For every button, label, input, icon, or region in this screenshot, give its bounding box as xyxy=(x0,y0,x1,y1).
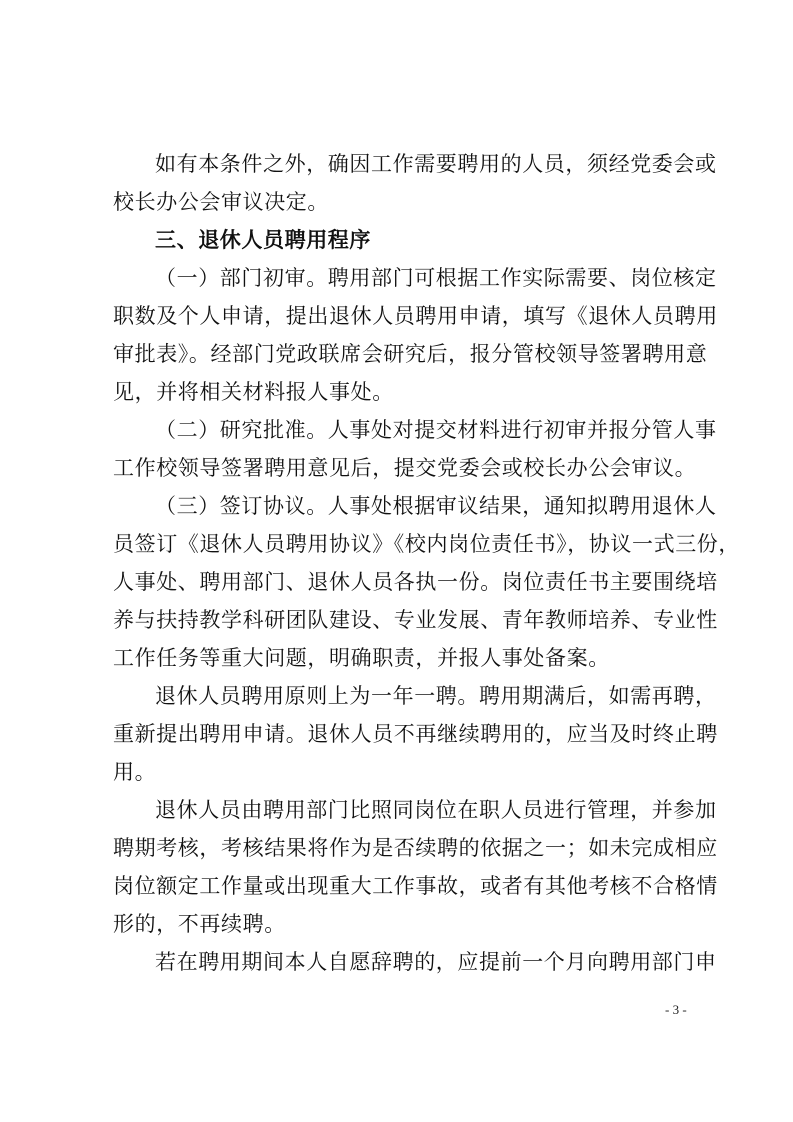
paragraph-line: 职数及个人申请，提出退休人员聘用申请，填写《退休人员聘用 xyxy=(113,304,718,328)
paragraph-line: 退休人员聘用原则上为一年一聘。聘用期满后，如需再聘， xyxy=(155,684,717,708)
paragraph-line: 工作校领导签署聘用意见后，提交党委会或校长办公会审议。 xyxy=(113,456,697,480)
paragraph-line: （一）部门初审。聘用部门可根据工作实际需要、岗位核定 xyxy=(155,266,717,290)
paragraph-line: 见，并将相关材料报人事处。 xyxy=(113,380,394,404)
paragraph-line: 用。 xyxy=(113,760,157,784)
paragraph-line: 养与扶持教学科研团队建设、专业发展、青年教师培养、专业性 xyxy=(113,608,718,632)
paragraph-line: 重新提出聘用申请。退休人员不再继续聘用的，应当及时终止聘 xyxy=(113,722,718,746)
paragraph-line: 员签订《退休人员聘用协议》《校内岗位责任书》，协议一式三份， xyxy=(113,532,740,556)
paragraph-line: 工作任务等重大问题，明确职责，并报人事处备案。 xyxy=(113,646,610,670)
paragraph-line: 聘期考核，考核结果将作为是否续聘的依据之一；如未完成相应 xyxy=(113,836,718,860)
paragraph-line: 如有本条件之外，确因工作需要聘用的人员，须经党委会或 xyxy=(155,152,717,176)
paragraph-line: 岗位额定工作量或出现重大工作事故，或者有其他考核不合格情 xyxy=(113,874,718,898)
paragraph-line: （三）签订协议。人事处根据审议结果，通知拟聘用退休人 xyxy=(155,494,717,518)
paragraph-line: 校长办公会审议决定。 xyxy=(113,190,329,214)
page-number: - 3 - xyxy=(665,1002,687,1017)
paragraph-line: 若在聘用期间本人自愿辞聘的，应提前一个月向聘用部门申 xyxy=(155,950,717,974)
paragraph-line: （二）研究批准。人事处对提交材料进行初审并报分管人事 xyxy=(155,418,717,442)
paragraph-line: 人事处、聘用部门、退休人员各执一份。岗位责任书主要围绕培 xyxy=(113,570,718,594)
paragraph-line: 形的，不再续聘。 xyxy=(113,912,286,936)
section-heading: 三、退休人员聘用程序 xyxy=(155,227,371,252)
paragraph-line: 退休人员由聘用部门比照同岗位在职人员进行管理，并参加 xyxy=(155,798,717,822)
paragraph-line: 审批表》。经部门党政联席会研究后，报分管校领导签署聘用意 xyxy=(113,342,708,366)
